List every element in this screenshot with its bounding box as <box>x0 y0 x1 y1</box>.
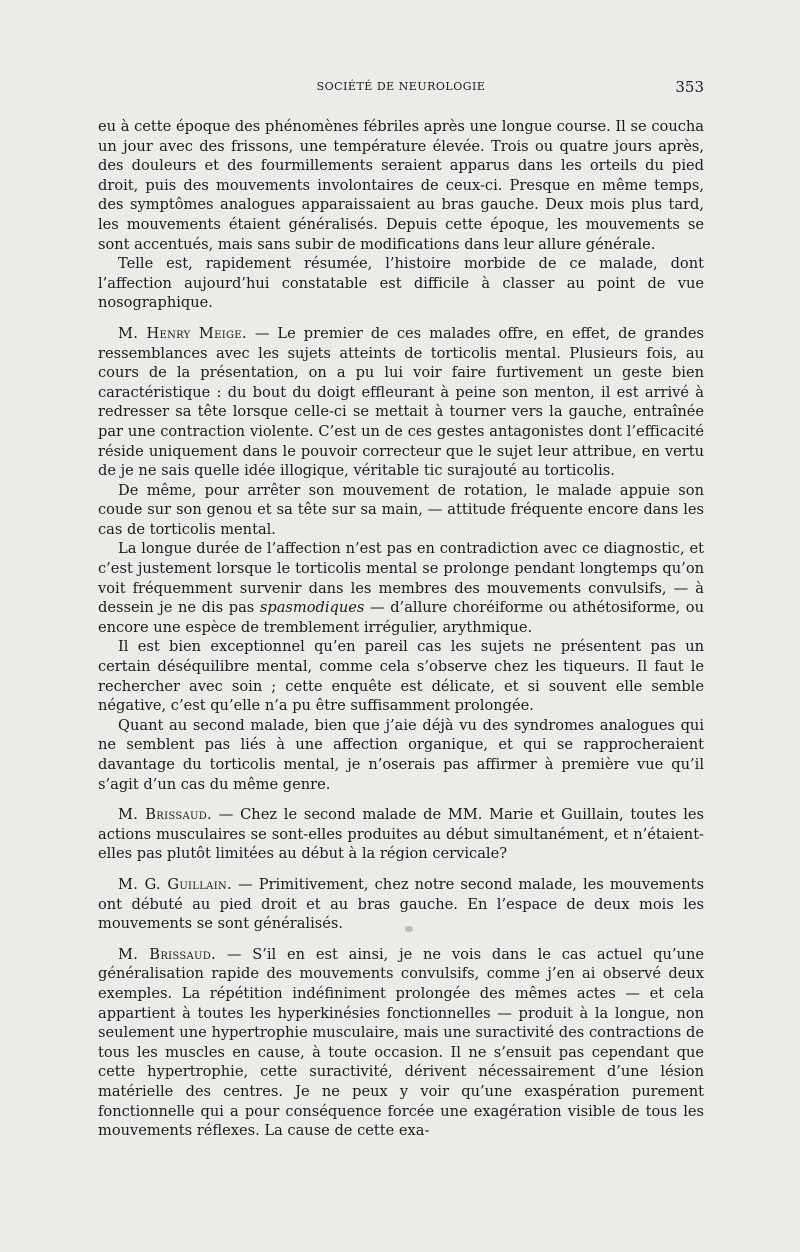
paragraph-text: — Primitivement, chez notre second malade, les mouvements ont débuté au pied droit et au bras gauche. En l’espace de deux mois les mouvements se sont généralisés. <box>98 875 704 933</box>
speaker-name: M. Brissaud. <box>118 945 217 963</box>
emphasis-text: spasmodiques <box>259 599 365 617</box>
paragraph-5 <box>98 539 704 637</box>
paragraph-brissaud-1 <box>98 805 704 864</box>
speaker-name: M. G. Guillain. <box>118 875 232 893</box>
article-body <box>98 117 704 1141</box>
paragraph-brissaud-2 <box>98 945 704 1141</box>
page-number: 353 <box>675 78 704 96</box>
paragraph-2: Telle est, rapidement résumée, l’histoire morbide de ce malade, dont l’affection aujourd’hui constatable est difficile à classer au point de vue nosographique. <box>98 255 704 312</box>
paragraph-meige <box>98 324 704 481</box>
paragraph-text: — d’allure choréiforme ou athétosiforme, ou encore une espèce de tremblement irrégulier, arythmique. <box>98 599 704 636</box>
paragraph-4: De même, pour arrêter son mouvement de rotation, le malade appuie son coude sur son genou et sa tête sur sa main, — attitude fréquente encore dans les cas de torticolis mental. <box>98 481 704 538</box>
paragraph-7: Quant au second malade, bien que j’aie déjà vu des syndromes analogues qui ne semblent pas liés à une affection organique, et qui se rapprocheraient davantage du torticolis mental, je n’oserais pas affirmer à première vue qu’il s’agit d’un cas du même genre. <box>98 716 704 793</box>
paragraph-6: Il est bien exceptionnel qu’en pareil cas les sujets ne présentent pas un certain déséquilibre mental, comme cela s’observe chez les tiqueurs. Il faut le rechercher avec soin ; cette enquête est délicate, et si souvent elle semble négative, c’est qu’elle n’a pu être suffisamment prolongée. <box>98 638 704 715</box>
speaker-name: M. Brissaud. <box>118 806 212 824</box>
paragraph-1: eu à cette époque des phénomènes fébriles après une longue course. Il se coucha un jour avec des frissons, une température élevée. Trois ou quatre jours après, des douleurs et des fourmillements seraient apparus dans les orteils du pied droit, puis des mouvements involontaires de ceux-ci. Presque en même temps, des symptômes analogues apparaissaient au bras gauche. Deux mois plus tard, les mouvements étaient généralisés. Depuis cette époque, les mouvements se sont accentués, mais sans subir de modifications dans leur allure générale. <box>98 118 704 253</box>
speaker-name: M. Henry Meige. <box>118 324 247 342</box>
ink-blot-icon <box>405 926 413 932</box>
paragraph-text: La longue durée de l’affection n’est pas en contradiction avec ce diagnostic, et c’est justement lorsque le torticolis mental se prolonge pendant longtemps qu’on voit fréquemment survenir dans les membres des mouvements convulsifs, — à dessein je ne dis pas <box>98 540 704 617</box>
paragraph-guillain <box>98 875 704 934</box>
paragraph-text: — S’il en est ainsi, je ne vois dans le cas actuel qu’une généralisation rapide des mouvements convulsifs, comme j’en ai observé deux exemples. La répétition indéfiniment prolongée des mêmes actes — et cela appartient à toutes les hyperkinésies fonctionnelles — produit à la longue, non seulement une hypertrophie musculaire, mais une suractivité des contractions de tous les muscles en cause, à toute occasion. Il ne s’ensuit pas cependant que cette hypertrophie, cette suractivité, dérivent nécessairement d’une lésion matérielle des centres. Je ne peux y voir qu’une exaspération purement fonctionnelle qui a pour conséquence forcée une exagération visible de tous les mouvements réflexes. La cause de cette exa- <box>98 945 704 1140</box>
page-header <box>98 80 704 100</box>
paragraph-text: — Chez le second malade de MM. Marie et Guillain, toutes les actions musculaires se sont-elles produites au début simultanément, et n’étaient-elles pas plutôt limitées au début à la région cervicale? <box>98 806 704 863</box>
running-head: SOCIÉTÉ DE NEUROLOGIE <box>316 80 486 93</box>
paragraph-text: — Le premier de ces malades offre, en effet, de grandes ressemblances avec les sujets atteints de torticolis mental. Plusieurs fois, au cours de la présentation, on a pu lui voir faire furtivement un geste bien caractéristique : du bout du doigt effleurant à peine son menton, il est arrivé à redresser sa tête lorsque celle-ci se mettait à tourner vers la gauche, entraînée par une contraction violente. C’est un de ces gestes antagonistes dont l’efficacité réside uniquement dans le pouvoir correcteur que le sujet leur attribue, en vertu de je ne sais quelle idée illogique, véritable tic surajouté au torticolis. <box>98 324 704 480</box>
